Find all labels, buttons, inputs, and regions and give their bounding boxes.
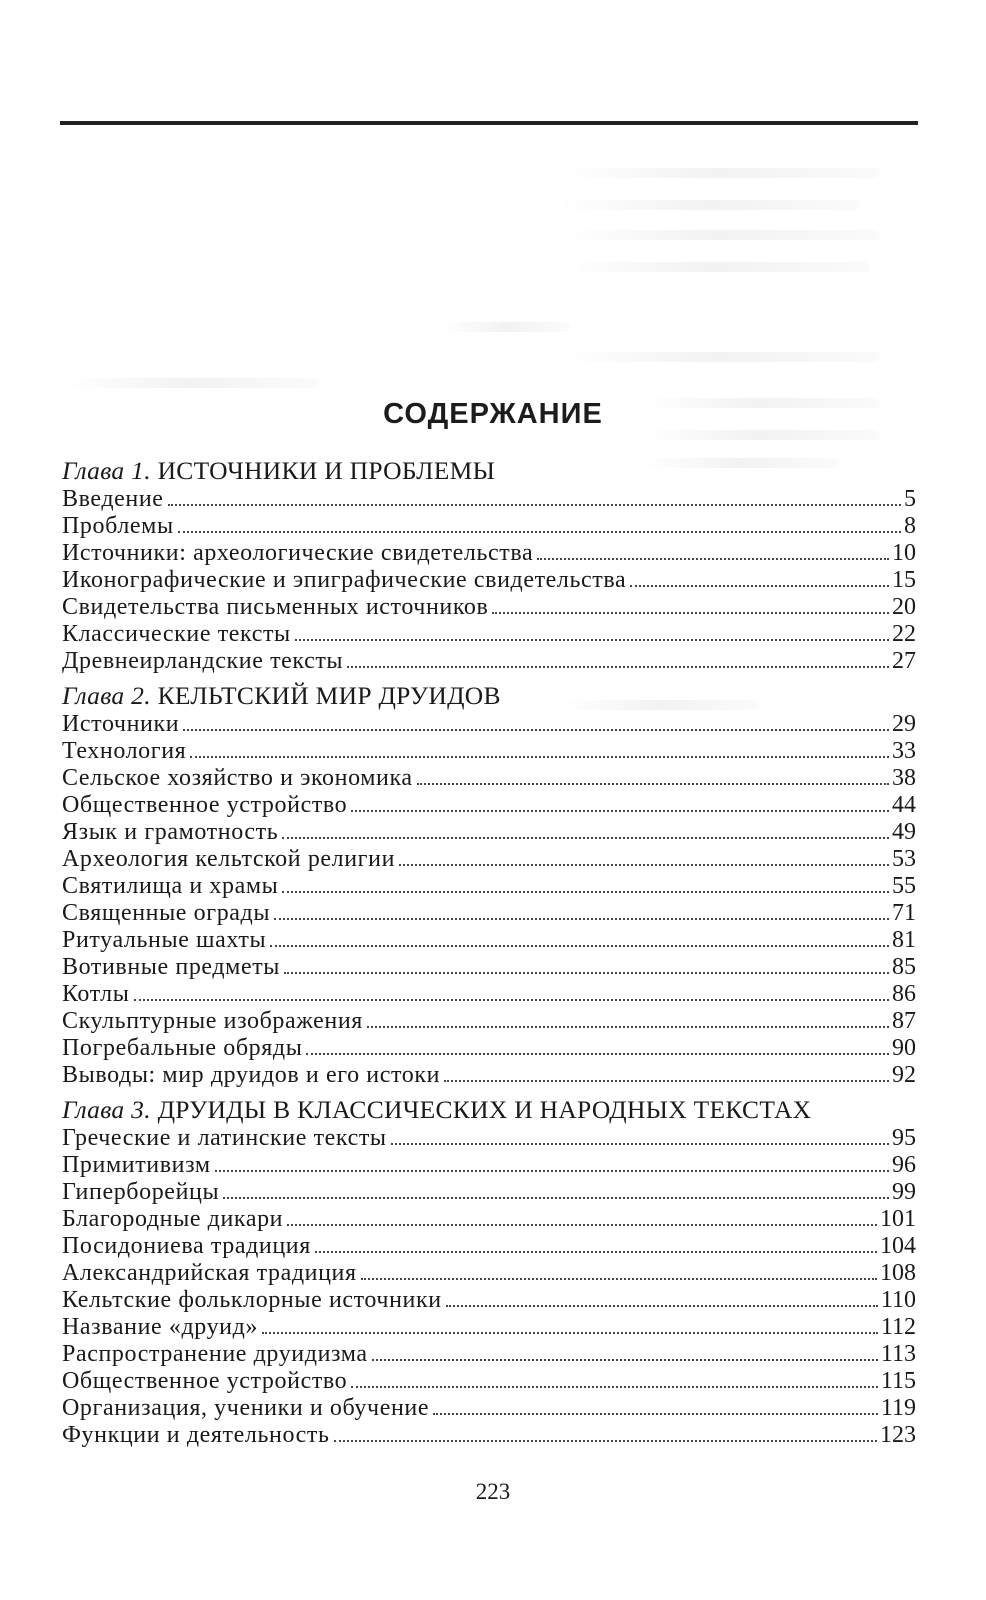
toc-entry-page: 38 <box>892 765 916 791</box>
toc-entry <box>62 486 916 513</box>
toc-entry <box>62 540 916 567</box>
toc-entry-page: 29 <box>892 711 916 737</box>
toc-entry-title: Иконографические и эпиграфические свидетельства <box>62 567 627 593</box>
chapter-title: КЕЛЬТСКИЙ МИР ДРУИДОВ <box>157 681 501 710</box>
toc-entry <box>62 1179 916 1206</box>
toc-entry-page: 104 <box>880 1233 916 1259</box>
dot-leader <box>295 639 889 641</box>
toc-entry-title: Название «друид» <box>62 1314 259 1340</box>
dot-leader <box>134 999 890 1001</box>
toc-entry <box>62 594 916 621</box>
dot-leader <box>282 837 889 839</box>
toc-entry <box>62 1008 916 1035</box>
toc-entry <box>62 1395 916 1422</box>
toc-entry-title: Источники: археологические свидетельства <box>62 540 534 566</box>
chapter-title: ДРУИДЫ В КЛАССИЧЕСКИХ И НАРОДНЫХ ТЕКСТАХ <box>157 1095 812 1124</box>
chapter-heading <box>62 456 916 486</box>
dot-leader <box>334 1440 877 1442</box>
toc-entry-title: Кельтские фольклорные источники <box>62 1287 442 1313</box>
toc-entry-page: 71 <box>892 900 916 926</box>
toc-entry <box>62 819 916 846</box>
toc-entry-title: Функции и деятельность <box>62 1422 330 1448</box>
chapter-label: Глава 1. <box>62 456 151 485</box>
dot-leader <box>444 1080 889 1082</box>
dot-leader <box>351 1386 878 1388</box>
toc-entry-title: Свидетельства письменных источников <box>62 594 489 620</box>
toc-entry <box>62 1287 916 1314</box>
toc-entry <box>62 1260 916 1287</box>
toc-entry <box>62 1152 916 1179</box>
toc-entry-page: 20 <box>892 594 916 620</box>
dot-leader <box>361 1278 877 1280</box>
toc-entry-page: 27 <box>892 648 916 674</box>
toc-entry <box>62 1035 916 1062</box>
toc-entry-title: Греческие и латинские тексты <box>62 1125 387 1151</box>
toc-entry-title: Выводы: мир друидов и его истоки <box>62 1062 441 1088</box>
page-number: 223 <box>475 1479 511 1504</box>
toc-entry-title: Источники <box>62 711 180 737</box>
toc-entry-title: Скульптурные изображения <box>62 1008 363 1034</box>
dot-leader <box>492 612 889 614</box>
toc-entry-title: Технология <box>62 738 187 764</box>
toc-entry-page: 87 <box>892 1008 916 1034</box>
dot-leader <box>351 810 889 812</box>
dot-leader <box>287 1224 877 1226</box>
toc-entry-title: Погребальные обряды <box>62 1035 303 1061</box>
toc-entry-title: Ритуальные шахты <box>62 927 267 953</box>
dot-leader <box>282 891 889 893</box>
toc-entry <box>62 711 916 738</box>
chapter-heading <box>62 1095 916 1125</box>
toc-entry-title: Посидониева традиция <box>62 1233 311 1259</box>
toc-entry-title: Александрийская традиция <box>62 1260 357 1286</box>
toc-entry <box>62 873 916 900</box>
dot-leader <box>372 1359 878 1361</box>
toc-entry-title: Святилища и храмы <box>62 873 279 899</box>
toc-entry <box>62 1206 916 1233</box>
toc-entry-page: 81 <box>892 927 916 953</box>
toc-entry-page: 86 <box>892 981 916 1007</box>
toc-entry-page: 90 <box>892 1035 916 1061</box>
chapter-label: Глава 3. <box>62 1095 151 1124</box>
toc-entry <box>62 1341 916 1368</box>
toc-entry-page: 108 <box>880 1260 916 1286</box>
toc-entry-page: 5 <box>904 486 916 512</box>
toc-entry-title: Распространение друидизма <box>62 1341 368 1367</box>
toc-entry <box>62 1368 916 1395</box>
toc-entry <box>62 1125 916 1152</box>
toc-entry <box>62 648 916 675</box>
toc-entry <box>62 792 916 819</box>
toc-entry-title: Проблемы <box>62 513 174 539</box>
toc-entry-title: Язык и грамотность <box>62 819 279 845</box>
toc-entry-page: 119 <box>880 1395 916 1421</box>
dot-leader <box>537 558 889 560</box>
toc-entry-title: Введение <box>62 486 164 512</box>
toc-entry <box>62 900 916 927</box>
toc-entry <box>62 1314 916 1341</box>
toc-entry-page: 33 <box>892 738 916 764</box>
toc-entry <box>62 846 916 873</box>
toc-entry-title: Священные ограды <box>62 900 271 926</box>
toc-entry-title: Общественное устройство <box>62 1368 348 1394</box>
toc-entry-page: 8 <box>904 513 916 539</box>
toc-entry <box>62 1062 916 1089</box>
toc-entry-page: 96 <box>892 1152 916 1178</box>
dot-leader <box>178 531 901 533</box>
toc-entry <box>62 513 916 540</box>
dot-leader <box>315 1251 877 1253</box>
toc-entry <box>62 954 916 981</box>
dot-leader <box>223 1197 889 1199</box>
toc-entry-title: Древнеирландские тексты <box>62 648 344 674</box>
dot-leader <box>270 945 889 947</box>
dot-leader <box>446 1305 878 1307</box>
toc-entry-page: 115 <box>880 1368 916 1394</box>
dot-leader <box>262 1332 878 1334</box>
toc-entry-page: 99 <box>892 1179 916 1205</box>
dot-leader <box>215 1170 889 1172</box>
table-of-contents <box>62 456 916 1449</box>
toc-entry-page: 95 <box>892 1125 916 1151</box>
toc-entry-title: Гиперборейцы <box>62 1179 220 1205</box>
toc-entry <box>62 981 916 1008</box>
toc-entry-page: 44 <box>892 792 916 818</box>
toc-entry-page: 112 <box>880 1314 916 1340</box>
dot-leader <box>630 585 889 587</box>
toc-entry <box>62 738 916 765</box>
toc-entry-page: 49 <box>892 819 916 845</box>
dot-leader <box>168 504 901 506</box>
toc-entry <box>62 765 916 792</box>
toc-entry-page: 53 <box>892 846 916 872</box>
dot-leader <box>399 864 889 866</box>
toc-entry-title: Организация, ученики и обучение <box>62 1395 430 1421</box>
toc-entry-title: Благородные дикари <box>62 1206 284 1232</box>
dot-leader <box>417 783 889 785</box>
dot-leader <box>367 1026 889 1028</box>
toc-entry-title: Археология кельтской религии <box>62 846 396 872</box>
toc-entry-page: 101 <box>880 1206 916 1232</box>
dot-leader <box>274 918 889 920</box>
toc-entry-title: Вотивные предметы <box>62 954 281 980</box>
toc-entry-page: 92 <box>892 1062 916 1088</box>
toc-entry-title: Классические тексты <box>62 621 291 647</box>
page-title: СОДЕРЖАНИЕ <box>383 398 603 430</box>
toc-entry-page: 123 <box>880 1422 916 1448</box>
dot-leader <box>284 972 889 974</box>
chapter-heading <box>62 681 916 711</box>
dot-leader <box>347 666 889 668</box>
toc-entry-page: 55 <box>892 873 916 899</box>
chapter-title: ИСТОЧНИКИ И ПРОБЛЕМЫ <box>157 456 496 485</box>
toc-entry <box>62 927 916 954</box>
toc-entry-page: 85 <box>892 954 916 980</box>
dot-leader <box>306 1053 889 1055</box>
toc-entry <box>62 567 916 594</box>
toc-entry-page: 113 <box>880 1341 916 1367</box>
toc-entry <box>62 621 916 648</box>
dot-leader <box>190 756 889 758</box>
toc-entry <box>62 1233 916 1260</box>
toc-entry-title: Котлы <box>62 981 130 1007</box>
toc-entry-page: 15 <box>892 567 916 593</box>
toc-entry-page: 22 <box>892 621 916 647</box>
toc-entry <box>62 1422 916 1449</box>
toc-entry-page: 10 <box>892 540 916 566</box>
toc-entry-page: 110 <box>880 1287 916 1313</box>
dot-leader <box>183 729 889 731</box>
toc-entry-title: Общественное устройство <box>62 792 348 818</box>
dot-leader <box>391 1143 889 1145</box>
chapter-label: Глава 2. <box>62 681 151 710</box>
toc-entry-title: Примитивизм <box>62 1152 211 1178</box>
toc-entry-title: Сельское хозяйство и экономика <box>62 765 413 791</box>
header-rule <box>60 121 918 125</box>
dot-leader <box>433 1413 878 1415</box>
